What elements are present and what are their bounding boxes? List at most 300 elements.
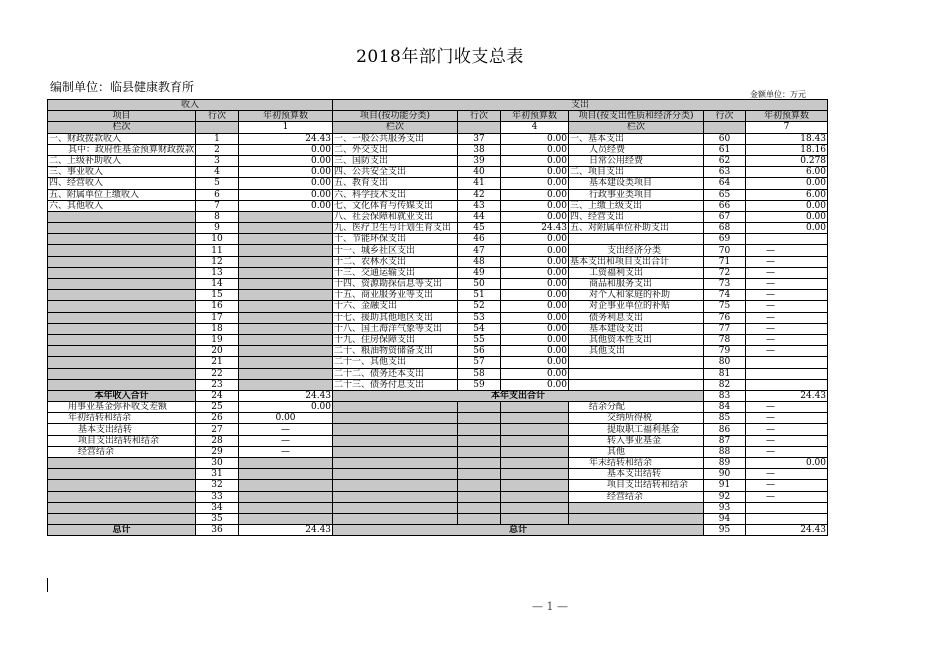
income-line-header: 行次: [196, 111, 239, 122]
func-item: [333, 424, 458, 435]
econ-col-label: 栏次: [569, 122, 704, 133]
func-line: 51: [458, 290, 501, 301]
table-row: [48, 346, 828, 357]
income-budget: 24.43: [239, 133, 333, 144]
func-line: 47: [458, 245, 501, 256]
econ-item: 人员经费: [569, 144, 704, 155]
econ-item: 提取职工福利基金: [569, 424, 704, 435]
econ-budget: 18.43: [746, 133, 828, 144]
econ-line: 81: [704, 368, 746, 379]
income-line: 9: [196, 223, 239, 234]
func-budget: 0.00: [501, 256, 569, 267]
func-line: 41: [458, 178, 501, 189]
income-item: [48, 234, 196, 245]
income-total-line: 24: [196, 390, 239, 401]
econ-budget: —: [746, 446, 828, 457]
income-budget: [239, 458, 333, 469]
econ-item: 商品和服务支出: [569, 279, 704, 290]
income-line: 18: [196, 323, 239, 334]
income-grand-total-line: 36: [196, 525, 239, 536]
func-budget: 0.00: [501, 290, 569, 301]
income-line: 10: [196, 234, 239, 245]
income-item: 五、附属单位上缴收入: [48, 189, 196, 200]
func-item: 十七、援助其他地区支出: [333, 312, 458, 323]
econ-item: 经营结余: [569, 491, 704, 502]
income-line: 6: [196, 189, 239, 200]
econ-item: 行政事业类项目: [569, 189, 704, 200]
func-budget: 0.00: [501, 200, 569, 211]
income-budget: —: [239, 435, 333, 446]
econ-budget: —: [746, 413, 828, 424]
econ-budget: 0.00: [746, 200, 828, 211]
func-line: 54: [458, 323, 501, 334]
table-row: [48, 290, 828, 301]
econ-line: 91: [704, 480, 746, 491]
income-item: 用事业基金弥补收支差额: [48, 402, 196, 413]
income-grand-total-value: 24.43: [239, 525, 333, 536]
expense-total-line: 83: [704, 390, 746, 401]
econ-item: 基本建设支出: [569, 323, 704, 334]
func-line: 39: [458, 155, 501, 166]
func-budget: 24.43: [501, 223, 569, 234]
func-item: [333, 413, 458, 424]
func-budget: 0.00: [501, 357, 569, 368]
func-item: 十一、城乡社区支出: [333, 245, 458, 256]
func-item: 九、医疗卫生与计划生育支出: [333, 223, 458, 234]
econ-item: [569, 357, 704, 368]
econ-item-header: 项目(按支出性质和经济分类): [569, 111, 704, 122]
budget-summary-table: [47, 99, 828, 536]
func-item: 十四、资源勘探信息等支出: [333, 279, 458, 290]
econ-line: 92: [704, 491, 746, 502]
income-line: 29: [196, 446, 239, 457]
econ-budget: 0.278: [746, 155, 828, 166]
func-budget: [501, 424, 569, 435]
table-row: [48, 513, 828, 524]
econ-item: 其他支出: [569, 346, 704, 357]
income-item: 经营结余: [48, 446, 196, 457]
func-item: 十六、金融支出: [333, 301, 458, 312]
income-line: 25: [196, 402, 239, 413]
econ-item: 基本支出结转: [569, 469, 704, 480]
econ-budget: [746, 502, 828, 513]
econ-line: 71: [704, 256, 746, 267]
econ-budget: —: [746, 290, 828, 301]
income-budget: 0.00: [239, 178, 333, 189]
func-budget: [501, 502, 569, 513]
income-budget: [239, 513, 333, 524]
func-budget: 0.00: [501, 167, 569, 178]
income-budget: [239, 357, 333, 368]
econ-item: 转入事业基金: [569, 435, 704, 446]
func-budget: 0.00: [501, 312, 569, 323]
blank-cell: [704, 122, 746, 133]
table-row: [48, 402, 828, 413]
col-index-1: 1: [239, 122, 333, 133]
func-budget: 0.00: [501, 323, 569, 334]
income-line: 11: [196, 245, 239, 256]
income-budget: [239, 368, 333, 379]
econ-item: 四、经营支出: [569, 211, 704, 222]
econ-budget: —: [746, 245, 828, 256]
income-item: [48, 469, 196, 480]
income-line: 14: [196, 279, 239, 290]
table-row: [48, 223, 828, 234]
blank-cell: [458, 122, 501, 133]
income-line: 5: [196, 178, 239, 189]
income-line: 26: [196, 413, 239, 424]
func-line: [458, 424, 501, 435]
econ-budget: —: [746, 267, 828, 278]
econ-item: 年末结转和结余: [569, 458, 704, 469]
func-item: 二十、粮油物资储备支出: [333, 346, 458, 357]
income-item: 二、上级补助收入: [48, 155, 196, 166]
table-row: [48, 133, 828, 144]
econ-line: 60: [704, 133, 746, 144]
func-item: 十九、住房保障支出: [333, 334, 458, 345]
income-budget: [239, 480, 333, 491]
func-line: 45: [458, 223, 501, 234]
econ-line: 69: [704, 234, 746, 245]
table-row: [48, 301, 828, 312]
income-item: 六、其他收入: [48, 200, 196, 211]
econ-line: 61: [704, 144, 746, 155]
income-item: [48, 211, 196, 222]
econ-line: 87: [704, 435, 746, 446]
func-line: 52: [458, 301, 501, 312]
income-item: 基本支出结转: [48, 424, 196, 435]
func-budget: [501, 480, 569, 491]
income-line: 32: [196, 480, 239, 491]
income-budget: [239, 491, 333, 502]
table-row: [48, 189, 828, 200]
income-budget: —: [239, 446, 333, 457]
econ-budget: —: [746, 256, 828, 267]
func-budget: 0.00: [501, 267, 569, 278]
func-line: 48: [458, 256, 501, 267]
econ-line: 80: [704, 357, 746, 368]
table-row: [48, 480, 828, 491]
func-budget: 0.00: [501, 178, 569, 189]
income-item: 其中：政府性基金预算财政拨款: [48, 144, 196, 155]
table-row: [48, 178, 828, 189]
econ-line: 72: [704, 267, 746, 278]
econ-budget: 18.16: [746, 144, 828, 155]
column-index-row: [48, 122, 828, 133]
func-budget: [501, 458, 569, 469]
func-budget: [501, 491, 569, 502]
econ-budget: 6.00: [746, 189, 828, 200]
table-row: [48, 144, 828, 155]
income-line: 35: [196, 513, 239, 524]
income-line: 30: [196, 458, 239, 469]
func-budget: [501, 469, 569, 480]
table-row: [48, 502, 828, 513]
table-row: [48, 368, 828, 379]
income-budget: [239, 234, 333, 245]
econ-item: 结余分配: [569, 402, 704, 413]
func-budget: [501, 513, 569, 524]
table-row: [48, 155, 828, 166]
income-line: 20: [196, 346, 239, 357]
expense-grand-total-label: 总计: [333, 525, 704, 536]
income-total-label: 本年收入合计: [48, 390, 196, 401]
econ-item: [569, 368, 704, 379]
income-item: [48, 480, 196, 491]
econ-line: 90: [704, 469, 746, 480]
econ-budget: —: [746, 346, 828, 357]
income-line: 13: [196, 267, 239, 278]
econ-item: 一、基本支出: [569, 133, 704, 144]
func-item-header: 项目(按功能分类): [333, 111, 458, 122]
econ-item: 二、项目支出: [569, 167, 704, 178]
expense-grand-total-line: 95: [704, 525, 746, 536]
func-budget: [501, 402, 569, 413]
econ-line: 68: [704, 223, 746, 234]
func-budget: 0.00: [501, 155, 569, 166]
income-item: [48, 301, 196, 312]
func-budget: 0.00: [501, 234, 569, 245]
econ-budget: 0.00: [746, 223, 828, 234]
table-row: [48, 267, 828, 278]
econ-line: 75: [704, 301, 746, 312]
income-item: [48, 245, 196, 256]
func-line: 58: [458, 368, 501, 379]
income-budget: —: [239, 424, 333, 435]
func-budget: 0.00: [501, 334, 569, 345]
func-line: 49: [458, 267, 501, 278]
table-row: [48, 167, 828, 178]
econ-line: 70: [704, 245, 746, 256]
income-item: [48, 323, 196, 334]
econ-line: 67: [704, 211, 746, 222]
income-item: [48, 256, 196, 267]
func-item: 十二、农林水支出: [333, 256, 458, 267]
econ-budget: 0.00: [746, 458, 828, 469]
func-budget: [501, 435, 569, 446]
econ-item: [569, 502, 704, 513]
table-row: [48, 200, 828, 211]
func-item: 五、教育支出: [333, 178, 458, 189]
income-item: [48, 502, 196, 513]
func-budget: 0.00: [501, 379, 569, 390]
econ-line: 73: [704, 279, 746, 290]
econ-line: 88: [704, 446, 746, 457]
econ-item: 其他资本性支出: [569, 334, 704, 345]
col-index-4: 4: [501, 122, 569, 133]
income-budget: [239, 502, 333, 513]
econ-line: 93: [704, 502, 746, 513]
func-line: 37: [458, 133, 501, 144]
func-line: 50: [458, 279, 501, 290]
econ-item: 工资福利支出: [569, 267, 704, 278]
econ-item: 其他: [569, 446, 704, 457]
func-budget: 0.00: [501, 133, 569, 144]
page-number: — 1 —: [532, 600, 568, 613]
income-line: 23: [196, 379, 239, 390]
income-item: [48, 267, 196, 278]
econ-budget: [746, 234, 828, 245]
table-row: [48, 279, 828, 290]
income-item: [48, 346, 196, 357]
econ-budget: [746, 357, 828, 368]
income-item: [48, 458, 196, 469]
table-row: [48, 458, 828, 469]
table-row: [48, 256, 828, 267]
func-budget: 0.00: [501, 346, 569, 357]
income-line: 1: [196, 133, 239, 144]
income-item: [48, 357, 196, 368]
func-line: [458, 491, 501, 502]
func-item: 十八、国土海洋气象等支出: [333, 323, 458, 334]
econ-line: 85: [704, 413, 746, 424]
table-row: [48, 491, 828, 502]
func-item: 一、一般公共服务支出: [333, 133, 458, 144]
func-item: 八、社会保障和就业支出: [333, 211, 458, 222]
income-budget: [239, 290, 333, 301]
income-section-header: 收入: [48, 100, 333, 111]
income-budget: 0.00: [239, 155, 333, 166]
func-col-label: 栏次: [333, 122, 458, 133]
income-grand-total-label: 总计: [48, 525, 196, 536]
income-line: 27: [196, 424, 239, 435]
func-budget: 0.00: [501, 301, 569, 312]
table-row: [48, 357, 828, 368]
func-line: [458, 435, 501, 446]
blank-cell: [196, 122, 239, 133]
econ-item: 交纳所得税: [569, 413, 704, 424]
func-budget: 0.00: [501, 144, 569, 155]
income-budget: 0.00: [239, 189, 333, 200]
func-item: 二十一、其他支出: [333, 357, 458, 368]
income-budget: 0.00: [239, 402, 333, 413]
table-row: [48, 245, 828, 256]
annual-total-row: [48, 390, 828, 401]
econ-line: 65: [704, 189, 746, 200]
econ-budget: —: [746, 402, 828, 413]
func-line: 59: [458, 379, 501, 390]
table-row: [48, 424, 828, 435]
econ-budget: —: [746, 424, 828, 435]
table-row: [48, 211, 828, 222]
econ-item: [569, 379, 704, 390]
income-budget: 0.00: [239, 413, 333, 424]
econ-budget: [746, 368, 828, 379]
func-line: 46: [458, 234, 501, 245]
income-line: 19: [196, 334, 239, 345]
income-budget: [239, 323, 333, 334]
func-line: 44: [458, 211, 501, 222]
func-line: 56: [458, 346, 501, 357]
econ-budget: —: [746, 435, 828, 446]
income-item: 一、财政拨款收入: [48, 133, 196, 144]
income-line: 12: [196, 256, 239, 267]
income-item: [48, 334, 196, 345]
income-line: 2: [196, 144, 239, 155]
income-budget: [239, 301, 333, 312]
func-line: [458, 502, 501, 513]
func-line: [458, 413, 501, 424]
table-row: [48, 379, 828, 390]
func-item: 二、外交支出: [333, 144, 458, 155]
func-line: [458, 480, 501, 491]
income-line: 34: [196, 502, 239, 513]
econ-line: 94: [704, 513, 746, 524]
table-row: [48, 234, 828, 245]
econ-line: 86: [704, 424, 746, 435]
income-line: 16: [196, 301, 239, 312]
income-item: [48, 290, 196, 301]
func-line: 43: [458, 200, 501, 211]
func-item: 二十二、债务还本支出: [333, 368, 458, 379]
income-budget: [239, 312, 333, 323]
func-line: [458, 446, 501, 457]
col-index-7: 7: [746, 122, 828, 133]
income-budget: 0.00: [239, 200, 333, 211]
income-budget: [239, 279, 333, 290]
econ-budget: —: [746, 312, 828, 323]
func-line: [458, 513, 501, 524]
grand-total-row: [48, 525, 828, 536]
income-item: [48, 513, 196, 524]
econ-line: 82: [704, 379, 746, 390]
expense-total-value: 24.43: [746, 390, 828, 401]
econ-budget: [746, 379, 828, 390]
econ-budget: 6.00: [746, 167, 828, 178]
econ-item: 三、上缴上级支出: [569, 200, 704, 211]
econ-item: 基本建设类项目: [569, 178, 704, 189]
econ-line: 64: [704, 178, 746, 189]
income-line: 21: [196, 357, 239, 368]
econ-budget: —: [746, 279, 828, 290]
econ-budget: 0.00: [746, 178, 828, 189]
table-row: [48, 435, 828, 446]
func-line: [458, 469, 501, 480]
econ-item: 日常公用经费: [569, 155, 704, 166]
table-row: [48, 334, 828, 345]
func-item: 四、公共安全支出: [333, 167, 458, 178]
econ-budget: 0.00: [746, 211, 828, 222]
income-budget: [239, 334, 333, 345]
income-item: [48, 312, 196, 323]
func-item: [333, 491, 458, 502]
func-item: 十三、交通运输支出: [333, 267, 458, 278]
table-row: [48, 446, 828, 457]
func-budget: [501, 446, 569, 457]
left-edge-line: [47, 578, 48, 592]
econ-budget: —: [746, 323, 828, 334]
func-item: 六、科学技术支出: [333, 189, 458, 200]
func-item: 十、节能环保支出: [333, 234, 458, 245]
econ-item: 对个人和家庭的补助: [569, 290, 704, 301]
econ-item: 五、对附属单位补助支出: [569, 223, 704, 234]
income-total-value: 24.43: [239, 390, 333, 401]
expense-total-label: 本年支出合计: [333, 390, 704, 401]
page-title: 2018年部门收支总表: [356, 47, 524, 67]
func-item: [333, 513, 458, 524]
func-line: 57: [458, 357, 501, 368]
column-header-row: [48, 111, 828, 122]
econ-budget: —: [746, 480, 828, 491]
func-line: 42: [458, 189, 501, 200]
func-line: [458, 402, 501, 413]
func-line: 55: [458, 334, 501, 345]
income-budget: [239, 346, 333, 357]
income-item: [48, 491, 196, 502]
econ-line: 76: [704, 312, 746, 323]
income-item: 三、事业收入: [48, 167, 196, 178]
func-budget-header: 年初预算数: [501, 111, 569, 122]
